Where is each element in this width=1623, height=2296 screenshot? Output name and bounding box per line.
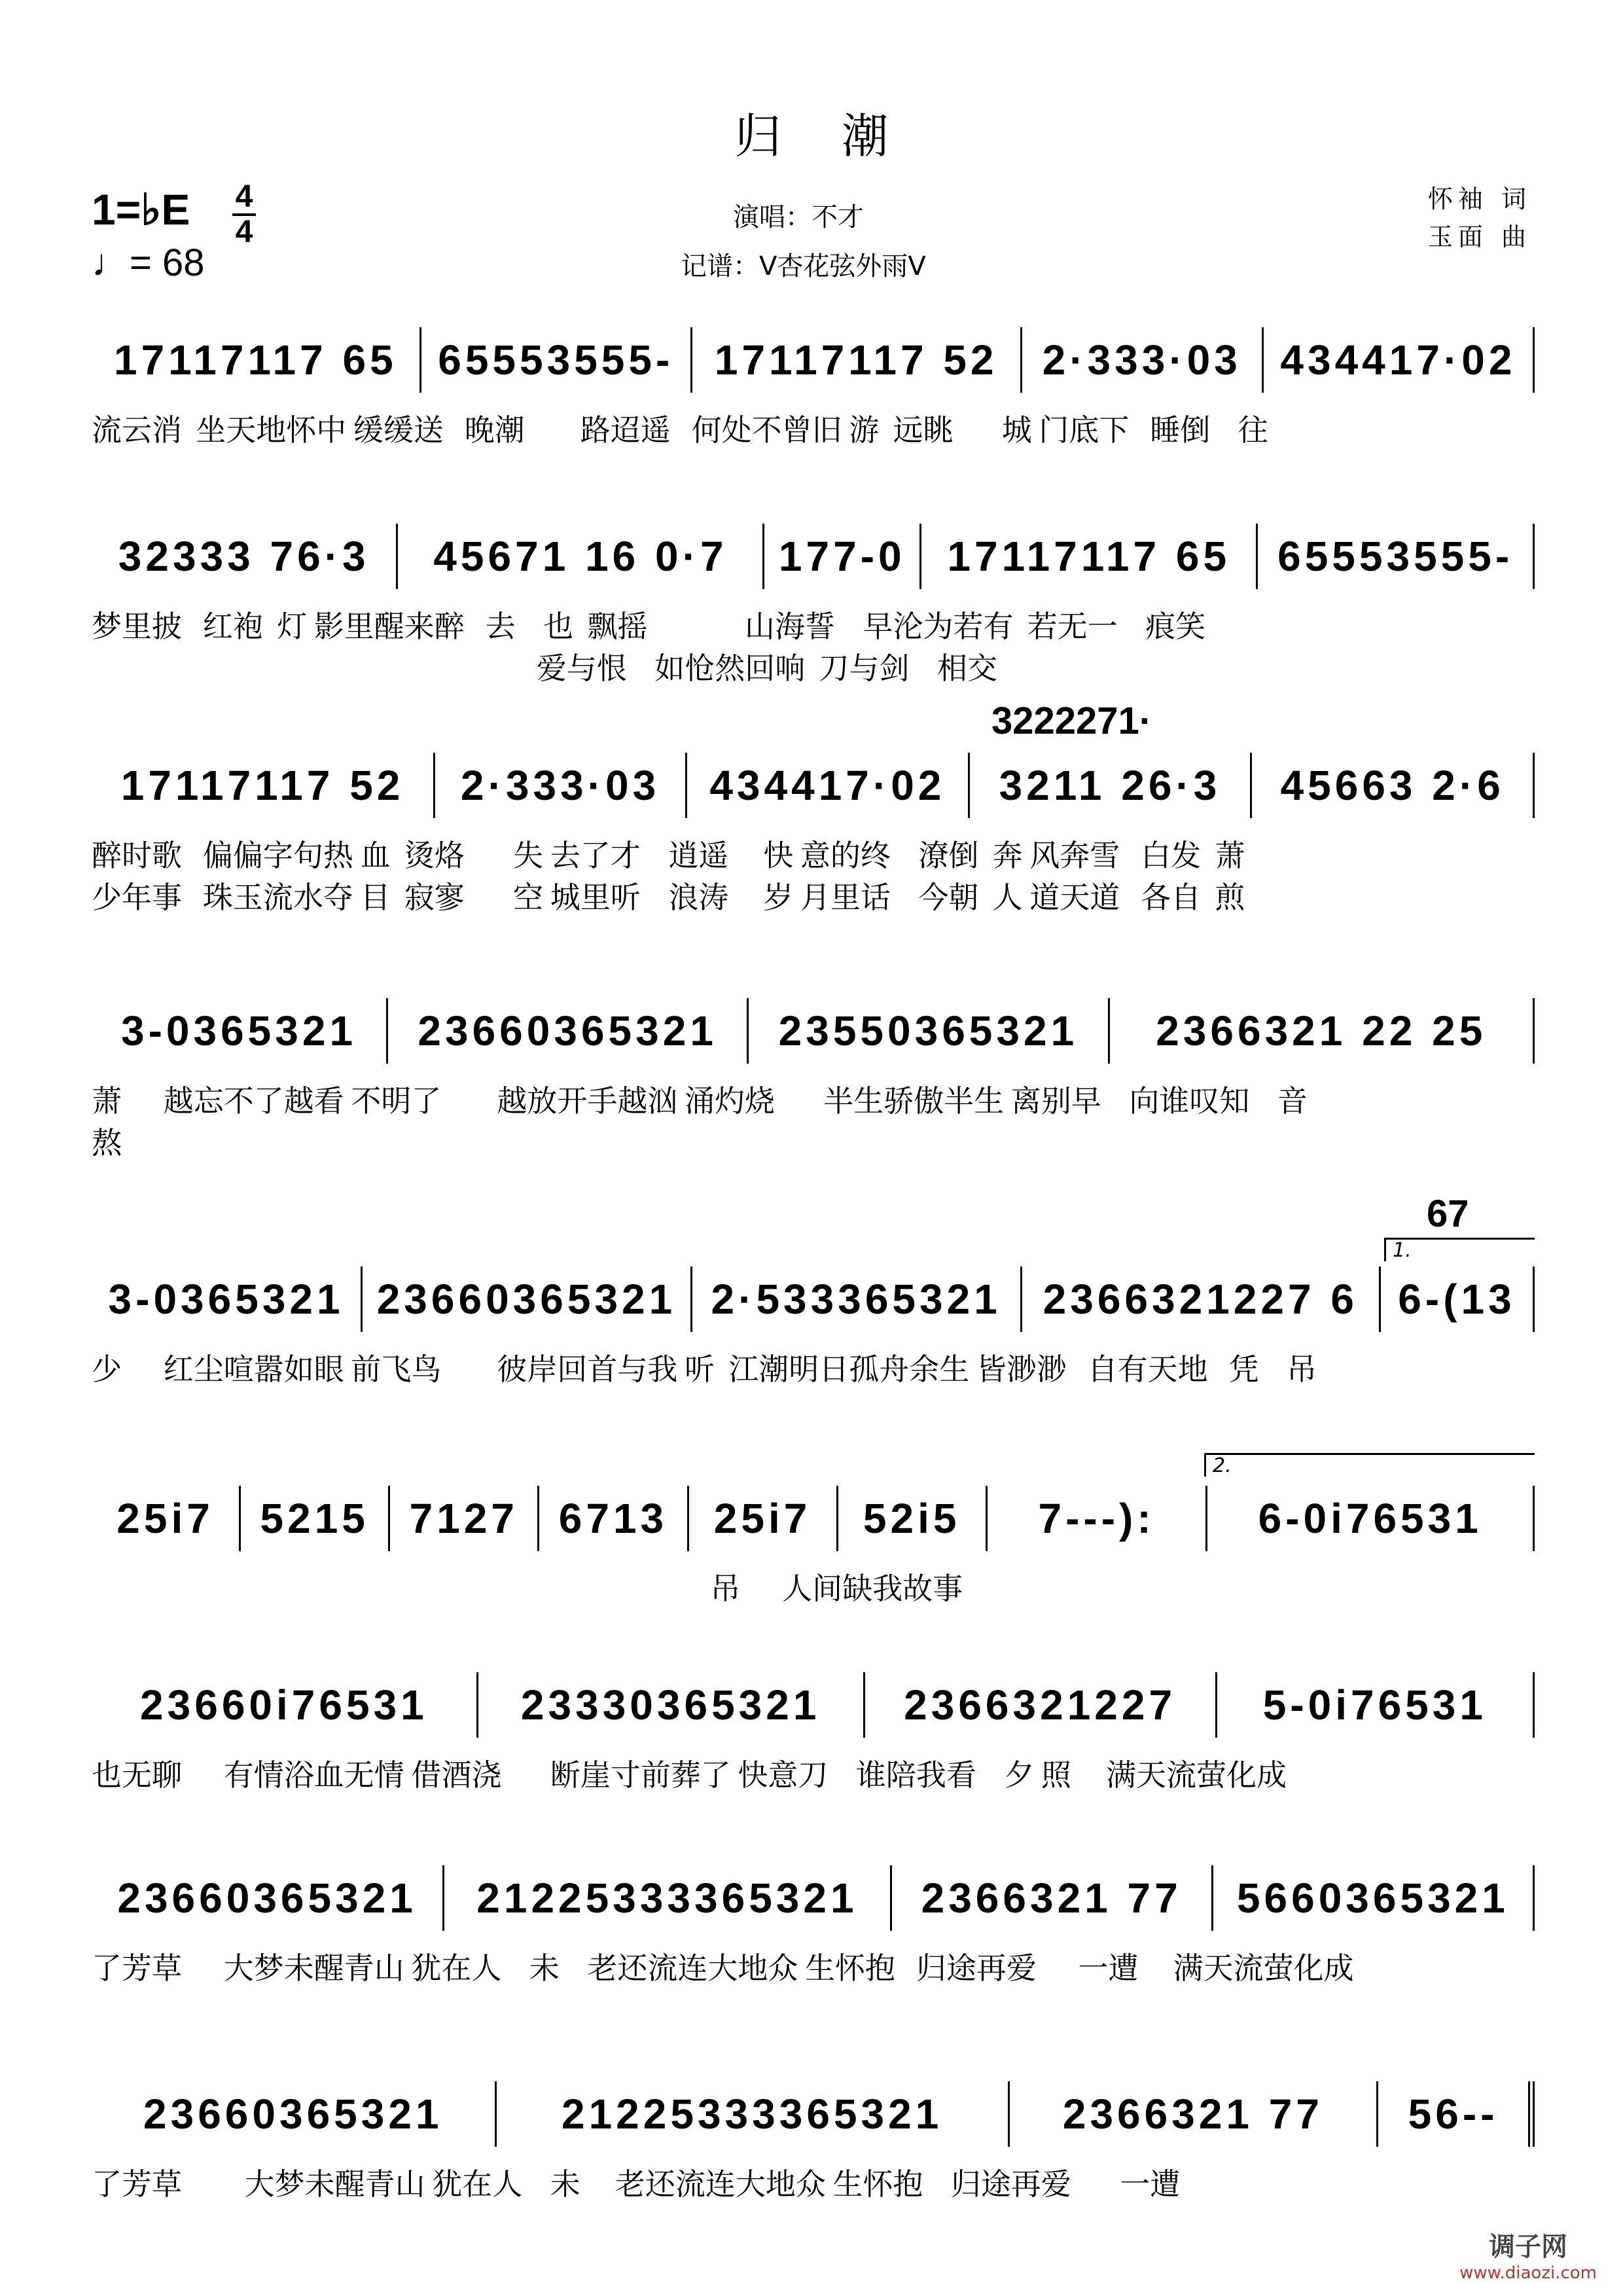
measure: 21225333365321 bbox=[497, 2081, 1010, 2147]
lyrics-block bbox=[92, 1754, 1535, 1796]
measure: 65553555- bbox=[421, 327, 692, 393]
measure: 17117117 65 bbox=[921, 524, 1258, 589]
notes-line bbox=[92, 2081, 1535, 2147]
lyric-line: 熬 bbox=[92, 1125, 122, 1160]
lyricist: 怀袖 词 bbox=[1427, 185, 1531, 213]
score-row bbox=[92, 700, 1535, 918]
measure: 52i5 bbox=[838, 1486, 988, 1551]
lyric-line: 醉时歌 偏偏字句热 血 烫烙 失 去了才 逍遥 快 意的终 潦倒 奔 风奔雪 白发 萧 bbox=[92, 838, 1245, 873]
measure: 25i7 bbox=[689, 1486, 838, 1551]
measure: 23660365321 bbox=[92, 2081, 497, 2147]
measure: 7---): bbox=[988, 1486, 1208, 1551]
time-signature bbox=[232, 179, 256, 249]
score-row bbox=[92, 1672, 1535, 1796]
notes-line bbox=[92, 1865, 1535, 1931]
lyrics-block bbox=[92, 1947, 1535, 1989]
measure: 2366321 77 bbox=[1010, 2081, 1378, 2147]
measure: 6-(13 bbox=[1381, 1266, 1535, 1332]
lyric-line: 爱与恨 如怆然回响 刀与剑 相交 bbox=[92, 651, 998, 686]
lyrics-block bbox=[92, 1568, 1535, 1609]
measure: 23660365321 bbox=[363, 1266, 692, 1332]
lyric-line: 梦里披 红袍 灯 影里醒来醉 去 也 飘摇 山海誓 早沦为若有 若无一 痕笑 bbox=[92, 609, 1206, 644]
measure: 2·333·03 bbox=[435, 753, 687, 818]
transcriber: 记谱：V杏花弦外雨V bbox=[681, 251, 926, 281]
composer: 玉面 曲 bbox=[1427, 223, 1531, 251]
lyrics-block bbox=[92, 2163, 1535, 2205]
measure: 45663 2·6 bbox=[1252, 753, 1535, 818]
score-row bbox=[92, 2081, 1535, 2205]
notes-line bbox=[92, 1672, 1535, 1738]
measure: 25i7 bbox=[92, 1486, 241, 1551]
measure: 23330365321 bbox=[478, 1672, 865, 1738]
notes-line bbox=[92, 998, 1535, 1064]
measure: 5215 bbox=[241, 1486, 390, 1551]
measure: 17117117 52 bbox=[92, 753, 435, 818]
measure: 32333 76·3 bbox=[92, 524, 398, 589]
watermark-url: www.diaozi.com bbox=[1459, 2263, 1597, 2283]
lyric-line: 吊 人间缺我故事 bbox=[92, 1571, 963, 1606]
measure: 6-0i76531 bbox=[1207, 1486, 1535, 1551]
volta-1: 1. bbox=[1384, 1238, 1535, 1261]
measure: 17117117 52 bbox=[692, 327, 1022, 393]
measure: 2366321227 bbox=[865, 1672, 1217, 1738]
volta-2: 2. bbox=[1204, 1453, 1535, 1477]
watermark bbox=[1459, 2226, 1597, 2283]
credits bbox=[1428, 180, 1531, 256]
measure: 2366321227 6 bbox=[1022, 1266, 1382, 1332]
notes-line bbox=[92, 524, 1535, 589]
score-row bbox=[92, 1865, 1535, 1989]
score-row bbox=[92, 1193, 1535, 1390]
lyrics-block bbox=[92, 834, 1535, 918]
score-row bbox=[92, 327, 1535, 451]
measure: 434417·02 bbox=[1264, 327, 1535, 393]
lyric-line: 少年事 珠玉流水夺 目 寂寥 空 城里听 浪涛 岁 月里话 今朝 人 道天道 各自 煎 bbox=[92, 880, 1245, 915]
measure: 23660i76531 bbox=[92, 1672, 478, 1738]
notes-line bbox=[92, 753, 1535, 818]
score-row bbox=[92, 1454, 1535, 1609]
measure: 5-0i76531 bbox=[1217, 1672, 1535, 1738]
lyric-line: 少 红尘喧嚣如眼 前飞鸟 彼岸回首与我 听 江潮明日孤舟余生 皆渺渺 自有天地 凭 吊 bbox=[92, 1352, 1317, 1387]
measure: 2·333·03 bbox=[1022, 327, 1264, 393]
singer: 演唱：不才 bbox=[733, 202, 864, 232]
measure: 434417·02 bbox=[687, 753, 970, 818]
lyric-line: 也无聊 有情浴血无情 借酒浇 断崖寸前葬了 快意刀 谁陪我看 夕 照 满天流萤化成 bbox=[92, 1757, 1287, 1793]
score-row bbox=[92, 524, 1535, 689]
time-top: 4 bbox=[235, 179, 253, 214]
notes-line bbox=[92, 327, 1535, 393]
measure: 6713 bbox=[539, 1486, 688, 1551]
lyric-line: 萧 越忘不了越看 不明了 越放开手越汹 涌灼烧 半生骄傲半生 离别早 向谁叹知 音 bbox=[92, 1083, 1308, 1119]
notes-line bbox=[92, 1486, 1535, 1551]
notes-line bbox=[92, 1266, 1535, 1332]
measure: 45671 16 0·7 bbox=[398, 524, 764, 589]
ossia-notes: 3222271· bbox=[991, 700, 1152, 742]
lyric-line: 流云消 坐天地怀中 缓缓送 晚潮 路迢遥 何处不曾旧 游 远眺 城 门底下 睡倒 往 bbox=[92, 412, 1268, 448]
lyrics-block bbox=[92, 1080, 1535, 1164]
ossia-notes: 67 bbox=[1427, 1193, 1469, 1235]
measure: 23660365321 bbox=[92, 1865, 444, 1931]
tempo: ♩= 68 bbox=[92, 242, 205, 284]
measure: 21225333365321 bbox=[444, 1865, 891, 1931]
measure: 17117117 65 bbox=[92, 327, 421, 393]
measure: 23660365321 bbox=[388, 998, 749, 1064]
measure: 56-- bbox=[1378, 2081, 1535, 2147]
time-bottom: 4 bbox=[235, 215, 253, 249]
watermark-name: 调子网 bbox=[1489, 2232, 1568, 2262]
measure: 3-0365321 bbox=[92, 1266, 363, 1332]
measure: 3-0365321 bbox=[92, 998, 388, 1064]
lyric-line: 了芳草 大梦未醒青山 犹在人 未 老还流连大地众 生怀抱 归途再爱 一遭 满天流萤化成 bbox=[92, 1950, 1354, 1986]
measure: 23550365321 bbox=[749, 998, 1109, 1064]
lyrics-block bbox=[92, 409, 1535, 451]
score-row bbox=[92, 998, 1535, 1164]
measure: 177-0 bbox=[764, 524, 921, 589]
measure: 2366321 77 bbox=[892, 1865, 1213, 1931]
measure: 2366321 22 25 bbox=[1110, 998, 1535, 1064]
lyrics-block bbox=[92, 1348, 1535, 1390]
measure: 65553555- bbox=[1258, 524, 1535, 589]
measure: 5660365321 bbox=[1213, 1865, 1535, 1931]
key-signature: 1=♭E bbox=[92, 185, 190, 234]
measure: 2·533365321 bbox=[692, 1266, 1022, 1332]
lyric-line: 了芳草 大梦未醒青山 犹在人 未 老还流连大地众 生怀抱 归途再爱 一遭 bbox=[92, 2166, 1181, 2202]
song-title: 归 潮 bbox=[734, 109, 889, 164]
lyrics-block bbox=[92, 605, 1535, 689]
measure: 7127 bbox=[390, 1486, 539, 1551]
measure: 3211 26·3 bbox=[970, 753, 1253, 818]
